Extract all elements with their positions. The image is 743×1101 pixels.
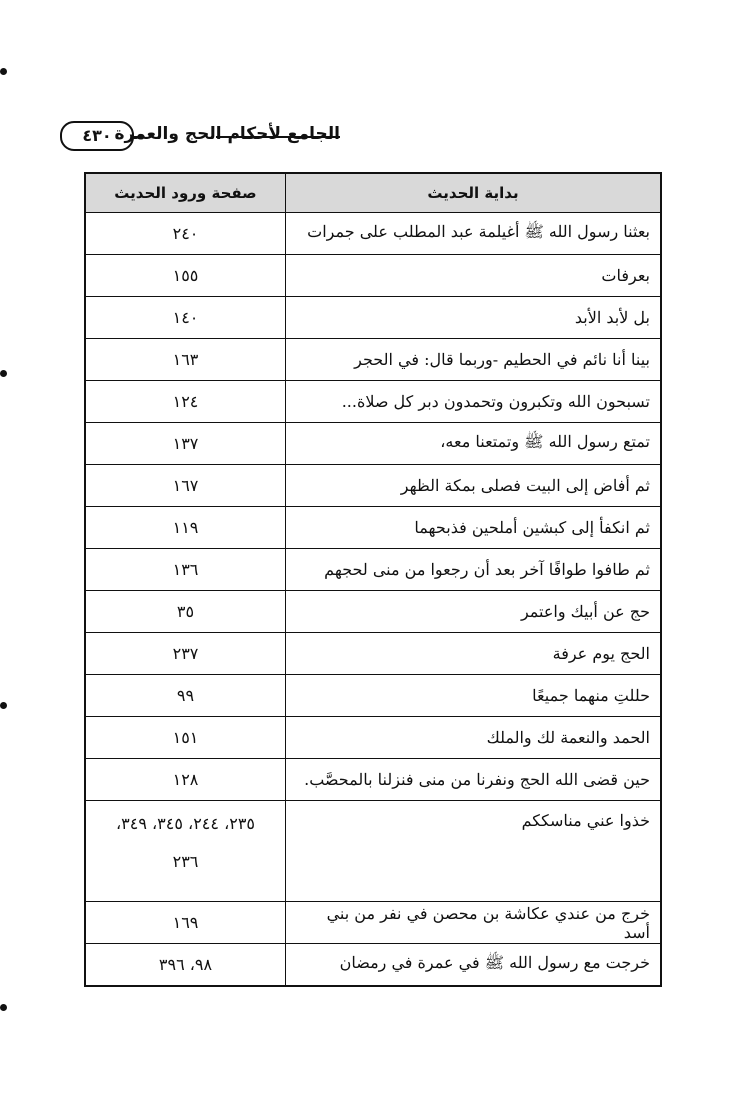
hadith-cell: خرجت مع رسول الله ﷺ في عمرة في رمضان [286, 944, 662, 987]
margin-mark-2 [0, 370, 7, 377]
table-row [85, 902, 661, 944]
table-row [85, 297, 661, 339]
hadith-cell: ثم طافوا طوافًا آخر بعد أن رجعوا من منى لحجهم [286, 549, 662, 591]
page-cell: ١١٩ [85, 507, 286, 549]
page-cell: ٣٥ [85, 591, 286, 633]
table-row [85, 633, 661, 675]
page-cell: ١٥١ [85, 717, 286, 759]
hadith-cell: الحج يوم عرفة [286, 633, 662, 675]
hadith-cell: تمتع رسول الله ﷺ وتمتعنا معه، [286, 423, 662, 465]
page-cell: ٩٨، ٣٩٦ [85, 944, 286, 987]
table-row [85, 675, 661, 717]
table-row [85, 423, 661, 465]
table-row [85, 759, 661, 801]
margin-mark-4 [0, 1004, 7, 1011]
hadith-cell: حج عن أبيك واعتمر [286, 591, 662, 633]
hadith-cell: خرج من عندي عكاشة بن محصن في نفر من بني أسد [286, 902, 662, 944]
page-cell: ١٦٩ [85, 902, 286, 944]
column-header-hadith: بداية الحديث [286, 173, 662, 213]
page-cell: ١٣٧ [85, 423, 286, 465]
page-cell [85, 801, 286, 902]
page-cell: ١٦٣ [85, 339, 286, 381]
page-cell: ١٣٦ [85, 549, 286, 591]
table-row [85, 801, 661, 902]
table-row [85, 717, 661, 759]
hadith-index-table [84, 172, 662, 987]
hadith-cell: الحمد والنعمة لك والملك [286, 717, 662, 759]
table-row [85, 944, 661, 987]
page-cell: ١٥٥ [85, 255, 286, 297]
page-cell: ١٤٠ [85, 297, 286, 339]
table-row [85, 465, 661, 507]
page-refs-line-1: ٢٣٥، ٢٤٤، ٣٤٥، ٣٤٩، [115, 814, 256, 833]
page-cell: ١٦٧ [85, 465, 286, 507]
table-row [85, 381, 661, 423]
margin-mark-3 [0, 702, 7, 709]
table-row [85, 213, 661, 255]
page-cell: ٩٩ [85, 675, 286, 717]
table-row [85, 549, 661, 591]
page-cell: ٢٣٧ [85, 633, 286, 675]
hadith-cell: بل لأبد الأبد [286, 297, 662, 339]
hadith-cell: بعثنا رسول الله ﷺ أغيلمة عبد المطلب على جمرات [286, 213, 662, 255]
running-header [60, 118, 668, 154]
book-title: الجامع لأحكام الحج والعمرة [114, 124, 340, 144]
table-row [85, 255, 661, 297]
page-refs-line-2: ٢٣٦ [172, 852, 199, 871]
hadith-cell: ثم أفاض إلى البيت فصلى بمكة الظهر [286, 465, 662, 507]
margin-mark-1 [0, 68, 7, 75]
hadith-cell: حين قضى الله الحج ونفرنا من منى فنزلنا بالمحصَّب. [286, 759, 662, 801]
page-cell: ١٢٤ [85, 381, 286, 423]
hadith-cell: ثم انكفأ إلى كبشين أملحين فذبحهما [286, 507, 662, 549]
hadith-cell: تسبحون الله وتكبرون وتحمدون دبر كل صلاة... [286, 381, 662, 423]
page-number: ٤٣٠ [60, 121, 134, 151]
hadith-cell: خذوا عني مناسككم [286, 801, 662, 902]
hadith-cell: حللتِ منهما جميعًا [286, 675, 662, 717]
table-row [85, 507, 661, 549]
hadith-cell: بعرفات [286, 255, 662, 297]
page-cell: ٢٤٠ [85, 213, 286, 255]
hadith-cell: بينا أنا نائم في الحطيم -وربما قال: في الحجر [286, 339, 662, 381]
table-row [85, 591, 661, 633]
table-header-row [85, 173, 661, 213]
hadith-index-table-wrapper [84, 172, 662, 987]
column-header-page: صفحة ورود الحديث [85, 173, 286, 213]
page-cell: ١٢٨ [85, 759, 286, 801]
table-row [85, 339, 661, 381]
